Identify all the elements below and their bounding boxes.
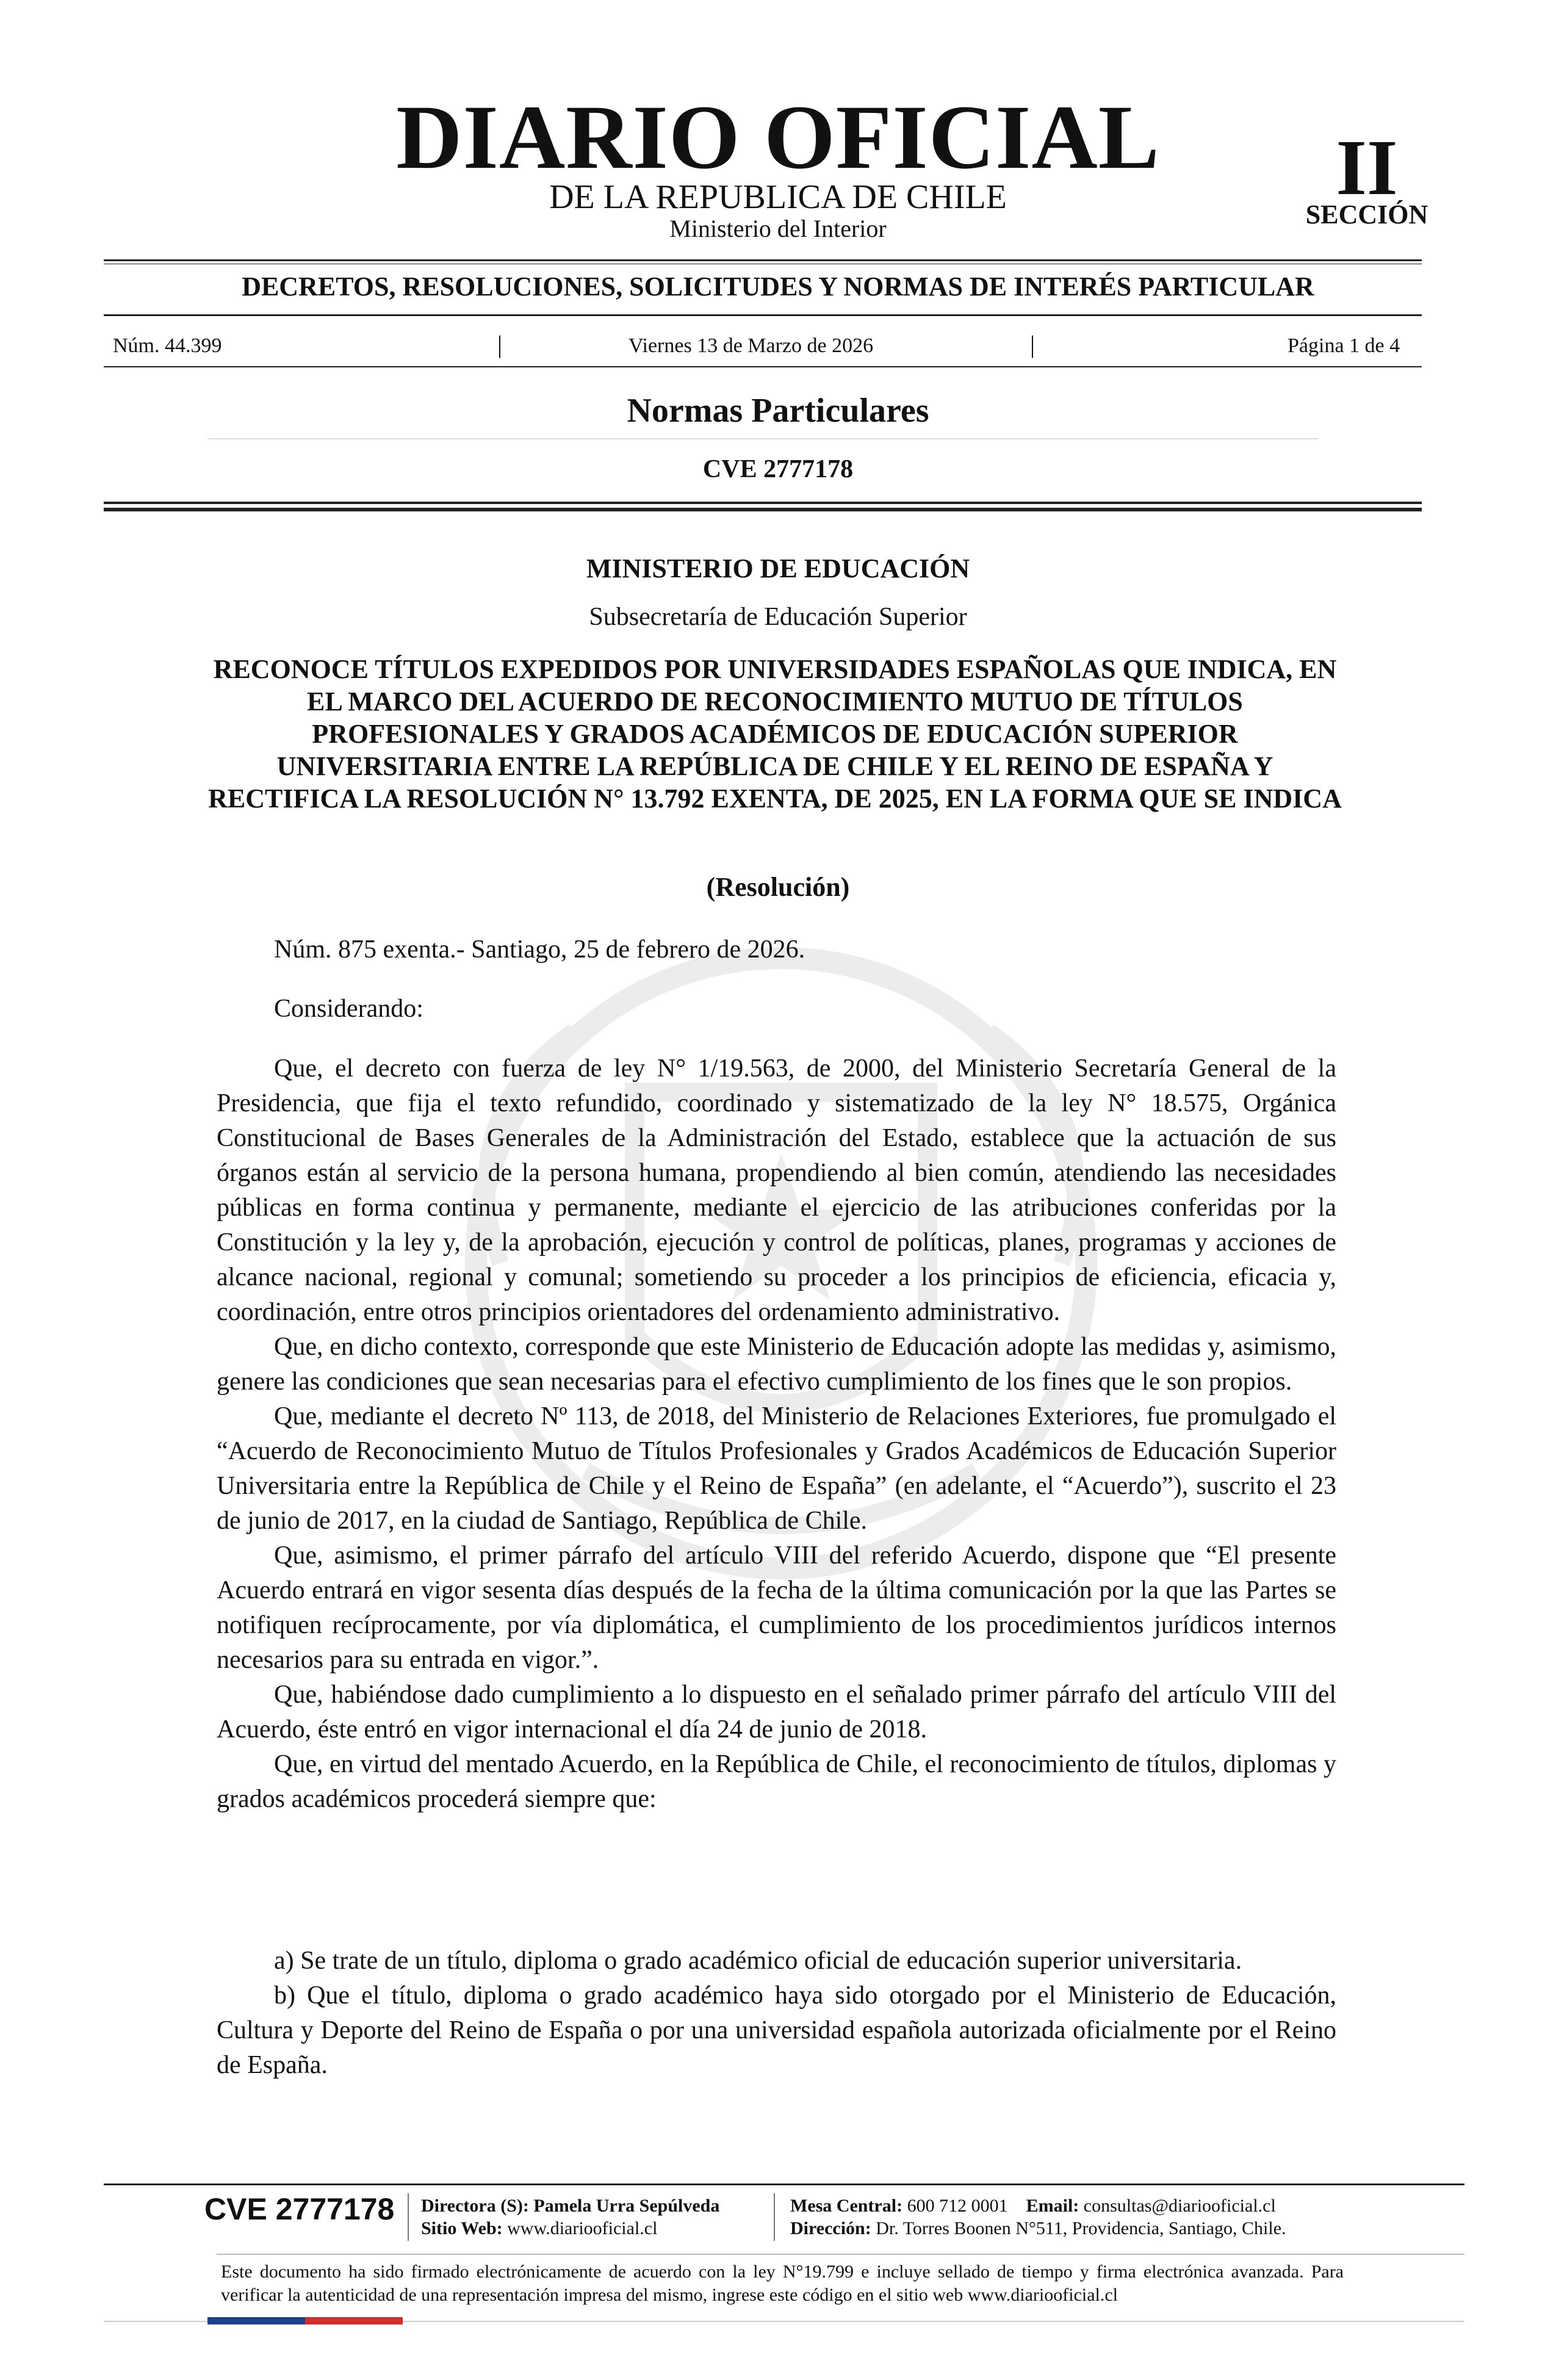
- footer-website-label: Sitio Web:: [421, 2218, 503, 2238]
- issue-number: Núm. 44.399: [113, 334, 222, 357]
- footer-email-label: Email:: [1026, 2196, 1079, 2216]
- footer-email-link[interactable]: consultas@diariooficial.cl: [1083, 2196, 1276, 2216]
- footer-website: [421, 2218, 657, 2240]
- masthead-title: DIARIO OFICIAL: [396, 87, 1160, 188]
- banner-rule-bottom: [104, 314, 1422, 316]
- list-item: a) Se trate de un título, diploma o grado académico oficial de educación superior universitaria.: [274, 1947, 1242, 1975]
- body-paragraph: Que, mediante el decreto Nº 113, de 2018, del Ministerio de Relaciones Exteriores, fue promulgado el “Acuerdo de Reconocimiento Mutuo de Títulos Profesionales y Grados Académicos de Educación Superior Universitaria entre la República de Chile y el Reino de España” (en adelante, el “Acuerdo”), suscrito el 23 de junio de 2017, en la ciudad de Santiago, República de Chile.: [217, 1402, 1336, 1535]
- body-paragraph: Que, el decreto con fuerza de ley N° 1/19.563, de 2000, del Ministerio Secretaría General de la Presidencia, que fija el texto refundido, coordinado y sistematizado de la ley N° 18.575, Orgánica Constitucional de Bases Generales de la Administración del Estado, establece que la actuación de sus órganos están al servicio de la persona humana, propendiendo al bien común, atendiendo las necesidades públicas en forma continua y permanente, mediante el ejercicio de las atribuciones conferidas por la Constitución y la ley y, de la aprobación, ejecución y control de políticas, planes, programas y acciones de alcance nacional, regional y comunal; sometiendo su proceder a los principios de eficiencia, eficacia y, coordinación, entre otros principios orientadores del ordenamiento administrativo.: [217, 1055, 1336, 1326]
- footer-address-text: Dr. Torres Boonen N°511, Providencia, Santiago, Chile.: [876, 2218, 1286, 2238]
- footer-website-link[interactable]: www.diariooficial.cl: [507, 2218, 658, 2238]
- considering-label: Considerando:: [274, 995, 423, 1023]
- cve-code: CVE 2777178: [702, 455, 854, 483]
- document-type: (Resolución): [706, 872, 850, 902]
- footer-cve-code: CVE 2777178: [204, 2192, 395, 2226]
- footer-director-name: Pamela Urra Sepúlveda: [533, 2196, 720, 2216]
- footer-address: [790, 2218, 1286, 2240]
- issue-date: Viernes 13 de Marzo de 2026: [629, 334, 874, 357]
- document-title: RECONOCE TÍTULOS EXPEDIDOS POR UNIVERSIDADES ESPAÑOLAS QUE INDICA, EN EL MARCO DEL ACUERDO DE RECONOCIMIENTO MUTUO DE TÍTULOS PROFESIONALES Y GRADOS ACADÉMICOS DE EDUCACIÓN SUPERIOR UNIVERSITARIA ENTRE LA REPÚBLICA DE CHILE Y EL REINO DE ESPAÑA Y RECTIFICA LA RESOLUCIÓN N° 13.792 EXENTA, DE 2025, EN LA FORMA QUE SE INDICA: [208, 654, 1342, 813]
- footer-thin-rule: [217, 2254, 1464, 2255]
- footer-address-label: Dirección:: [790, 2218, 871, 2238]
- requirements-list: [217, 1944, 1336, 2083]
- body-paragraph: Que, habiéndose dado cumplimiento a lo dispuesto en el señalado primer párrafo del artículo VIII del Acuerdo, éste entró en vigor internacional el día 24 de junio de 2018.: [217, 1681, 1336, 1744]
- resolution-number-line: Núm. 875 exenta.- Santiago, 25 de febrero de 2026.: [274, 936, 805, 964]
- document-body: [217, 1051, 1336, 1817]
- footer-divider: [408, 2193, 409, 2241]
- document-ministry: MINISTERIO DE EDUCACIÓN: [586, 554, 970, 583]
- document-subsecretariat: Subsecretaría de Educación Superior: [589, 603, 967, 631]
- section-banner: DECRETOS, RESOLUCIONES, SOLICITUDES Y NORMAS DE INTERÉS PARTICULAR: [242, 272, 1314, 301]
- cve-rule-thick: [104, 508, 1422, 511]
- footer-divider: [774, 2193, 775, 2241]
- body-paragraph: Que, en virtud del mentado Acuerdo, en la República de Chile, el reconocimiento de títulos, diplomas y grados académicos procederá siempre que:: [217, 1750, 1336, 1813]
- issue-page: Página 1 de 4: [1288, 334, 1400, 357]
- section-label: SECCIÓN: [1305, 200, 1428, 229]
- footer-rule: [104, 2183, 1464, 2185]
- footer-phone-label: Mesa Central:: [790, 2196, 903, 2216]
- flag-stripe-red: [305, 2317, 403, 2324]
- footer-director: [421, 2195, 719, 2217]
- footer-director-label: Directora (S):: [421, 2196, 529, 2216]
- flag-stripe-blue: [207, 2317, 305, 2324]
- issue-separator: |: [1030, 331, 1036, 358]
- section-number: II: [1336, 124, 1398, 212]
- footer-contact: [790, 2195, 1276, 2217]
- issue-separator: |: [497, 331, 503, 358]
- footer-phone: 600 712 0001: [907, 2196, 1008, 2216]
- section-divider: [207, 438, 1318, 439]
- masthead-rule-top: [104, 259, 1422, 261]
- body-paragraph: Que, asimismo, el primer párrafo del artículo VIII del referido Acuerdo, dispone que “El presente Acuerdo entrará en vigor sesenta días después de la fecha de la última comunicación por la que las Partes se notifiquen recíprocamente, por vía diplomática, el cumplimiento de los procedimientos jurídicos internos necesarios para su entrada en vigor.”.: [217, 1542, 1336, 1674]
- section-title: Normas Particulares: [627, 392, 929, 430]
- body-paragraph: Que, en dicho contexto, corresponde que este Ministerio de Educación adopte las medidas y, asimismo, genere las condiciones que sean necesarias para el efectivo cumplimiento de los fines que le son propios.: [217, 1333, 1336, 1396]
- masthead-subtitle: DE LA REPUBLICA DE CHILE: [549, 178, 1007, 216]
- cve-rule: [104, 502, 1422, 504]
- footer-signature-note: Este documento ha sido firmado electrónicamente de acuerdo con la ley N°19.799 e incluye sellado de tiempo y firma electrónica avanzada. Para verificar la autenticidad de una representación impresa del mismo, ingrese este código en el sitio web www.diariooficial.cl: [221, 2262, 1344, 2305]
- meta-rule-bottom: [104, 366, 1422, 367]
- masthead-ministry: Ministerio del Interior: [669, 215, 887, 242]
- list-item: b) Que el título, diploma o grado académico haya sido otorgado por el Ministerio de Educación, Cultura y Deporte del Reino de España o por una universidad española autorizada oficialmente por el Reino de España.: [217, 1982, 1336, 2079]
